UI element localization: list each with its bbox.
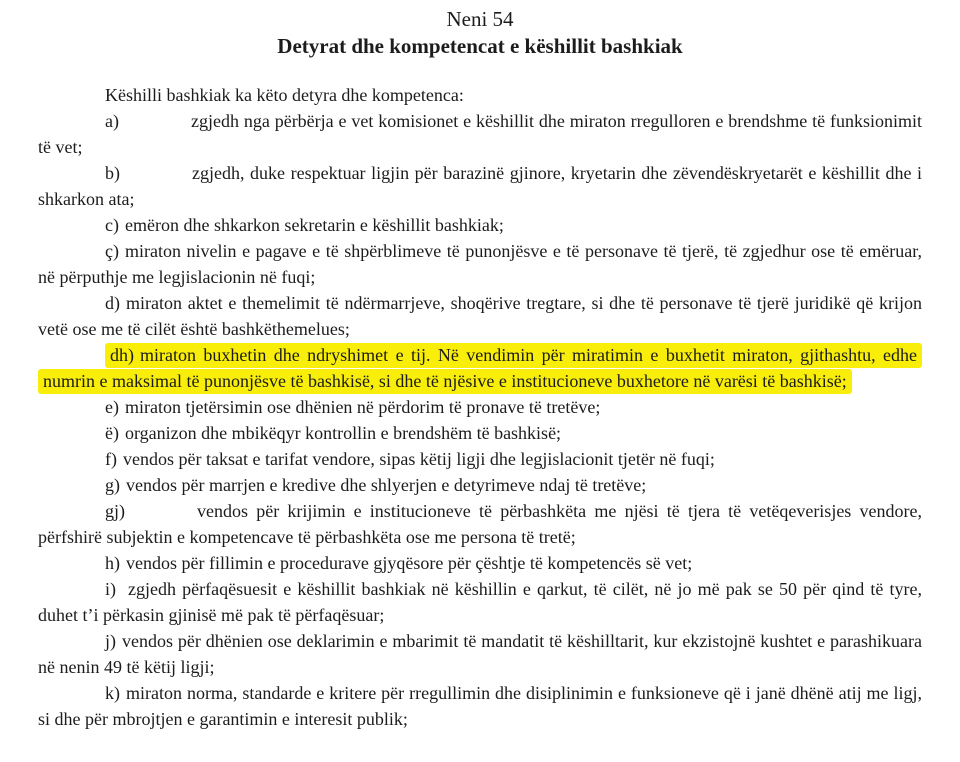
clause-k-label: k) <box>105 683 120 703</box>
document-header <box>38 6 922 60</box>
clause-eh <box>38 420 922 446</box>
clause-a-label: a) <box>105 111 119 131</box>
article-number: Neni 54 <box>446 7 514 31</box>
clause-b <box>38 160 922 212</box>
clause-gj-text: vendos për krijimin e institucioneve të përbashkëta me njësi të tjera të vetëqeverisjes vendore, përfshirë subjektin e kompetencave të përbashkëta ose me persona të tretë; <box>38 501 922 547</box>
clause-f-label: f) <box>105 449 117 469</box>
clause-eh-text: organizon dhe mbikëqyr kontrollin e brendshëm të bashkisë; <box>124 423 562 443</box>
clause-f-text: vendos për taksat e tarifat vendore, sipas këtij ligji dhe legjislacionit tjetër në fuqi; <box>123 449 715 469</box>
clause-i-label: i) <box>105 579 116 599</box>
clause-e-text: miraton tjetërsimin ose dhënien në përdorim të pronave të tretëve; <box>124 397 601 417</box>
highlight-marker <box>38 343 922 394</box>
clause-d-label: d) <box>105 293 120 313</box>
clause-g-text: vendos për marrjen e kredive dhe shlyerjen e detyrimeve ndaj të tretëve; <box>126 475 647 495</box>
clause-dh-highlighted <box>38 342 922 394</box>
clause-d <box>38 290 922 342</box>
clause-c-label: c) <box>105 215 119 235</box>
clause-e-label: e) <box>105 397 119 417</box>
clause-b-label: b) <box>105 163 120 183</box>
clause-c <box>38 212 922 238</box>
clause-j-text: vendos për dhënien ose deklarimin e mbarimit të mandatit të këshilltarit, kur ekzistojnë kushtet e parashikuara në nenin 49 të këtij ligji; <box>38 631 922 677</box>
clause-j-label: j) <box>105 631 116 651</box>
clause-g-label: g) <box>105 475 120 495</box>
clause-dh-text: miraton buxhetin dhe ndryshimet e tij. Në vendimin për miratimin e buxhetit miraton, gjithashtu, edhe numrin e maksimal të punonjësve të bashkisë, si dhe të njësive e institucioneve buxhetore në varësi të bashkisë; <box>43 345 917 391</box>
clause-ch <box>38 238 922 290</box>
clause-ch-text: miraton nivelin e pagave e të shpërblimeve të punonjësve e të personave të tjerë, të zgjedhur ose të emëruar, në përputhje me legjislacionin në fuqi; <box>38 241 922 287</box>
clause-eh-label: ë) <box>105 423 119 443</box>
clause-e <box>38 394 922 420</box>
clause-k <box>38 680 922 732</box>
article-title: Detyrat dhe kompetencat e këshillit bashkiak <box>277 34 683 58</box>
clause-i-text: zgjedh përfaqësuesit e këshillit bashkiak në këshillin e qarkut, të cilët, në jo më pak se 50 për qind të tyre, duhet t’i përkasin gjinisë më pak të përfaqësuar; <box>38 579 922 625</box>
clause-b-text: zgjedh, duke respektuar ligjin për barazinë gjinore, kryetarin dhe zëvendëskryetarët e këshillit dhe i shkarkon ata; <box>38 163 922 209</box>
clause-a <box>38 108 922 160</box>
clause-h-label: h) <box>105 553 120 573</box>
intro-paragraph: Këshilli bashkiak ka këto detyra dhe kompetenca: <box>105 85 464 105</box>
clause-gj <box>38 498 922 550</box>
clause-f <box>38 446 922 472</box>
clause-gj-label: gj) <box>105 501 125 521</box>
clause-ch-label: ç) <box>105 241 119 261</box>
clause-h-text: vendos për fillimin e procedurave gjyqësore për çështje të kompetencës së vet; <box>126 553 693 573</box>
clause-dh-label: dh) <box>110 345 134 365</box>
clause-j <box>38 628 922 680</box>
clause-h <box>38 550 922 576</box>
clause-d-text: miraton aktet e themelimit të ndërmarrjeve, shoqërive tregtare, si dhe të personave të tjerë juridikë që krijon vetë ose me të cilët është bashkëthemelues; <box>38 293 922 339</box>
clause-i <box>38 576 922 628</box>
clause-k-text: miraton norma, standarde e kritere për rregullimin dhe disiplinimin e funksioneve që i janë dhënë atij me ligj, si dhe për mbrojtjen e garantimin e interesit publik; <box>38 683 922 729</box>
clause-g <box>38 472 922 498</box>
clause-c-text: emëron dhe shkarkon sekretarin e këshillit bashkiak; <box>124 215 504 235</box>
clause-a-text: zgjedh nga përbërja e vet komisionet e këshillit dhe miraton rregulloren e brendshme të funksionimit të vet; <box>38 111 922 157</box>
